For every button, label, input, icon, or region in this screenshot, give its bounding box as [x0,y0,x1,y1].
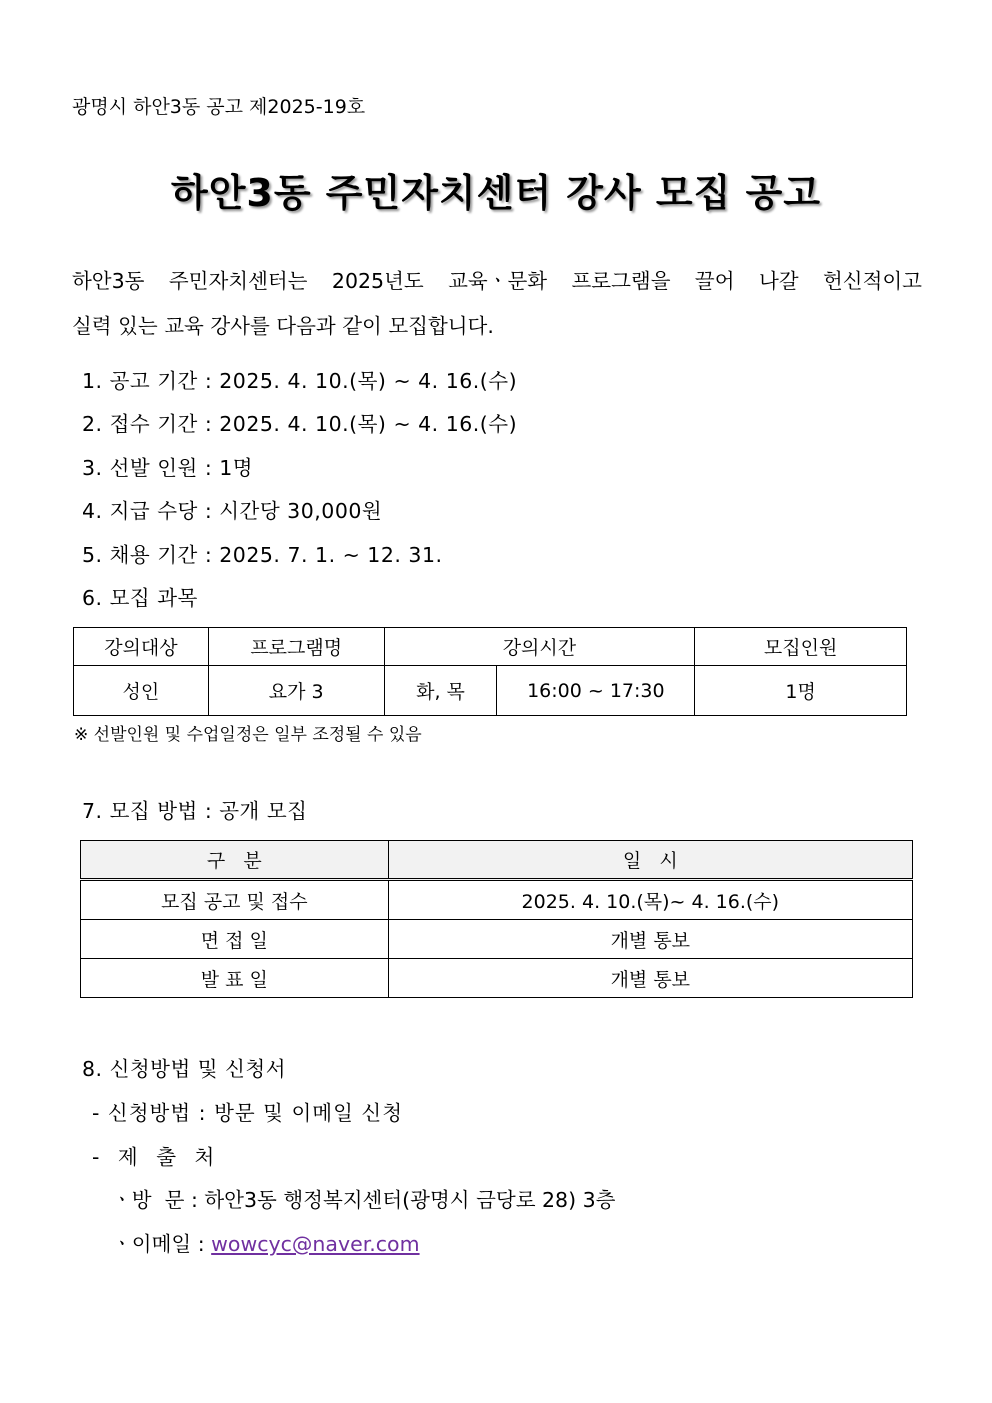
email-link[interactable]: wowcyc@naver.com [211,1232,420,1256]
document-number: 광명시 하안3동 공고 제2025-19호 [72,96,366,118]
schedule-table [80,840,913,998]
schedule-note: ※ 선발인원 및 수업일정은 일부 조정될 수 있음 [74,725,422,745]
application-method: - 신청방법 : 방문 및 이메일 신청 [92,1101,404,1125]
header-count: 모집인원 [695,628,907,666]
email-label: ㆍ이메일 : [112,1232,212,1256]
cell-count: 1명 [695,666,907,716]
submit-visit: ㆍ방 문 : 하안3동 행정복지센터(광명시 금당로 28) 3층 [112,1188,616,1212]
header-category: 구 분 [81,841,389,880]
header-date: 일 시 [388,841,912,880]
row-date: 개별 통보 [388,959,912,998]
submit-email-line [112,1227,420,1257]
cell-hours: 16:00 ~ 17:30 [497,666,695,716]
row-date: 2025. 4. 10.(목)~ 4. 16.(수) [388,880,912,920]
cell-target: 성인 [74,666,209,716]
row-category: 면 접 일 [81,920,389,959]
cell-days: 화, 목 [384,666,497,716]
row-category: 발 표 일 [81,959,389,998]
intro-line-1: 하안3동 주민자치센터는 2025년도 교육ㆍ문화 프로그램을 끌어 나갈 헌신적이고 [72,269,922,293]
item-application: 8. 신청방법 및 신청서 [82,1057,287,1081]
item-allowance: 4. 지급 수당 : 시간당 30,000원 [82,499,383,523]
cell-program: 요가 3 [208,666,384,716]
page-title: 하안3동 주민자치센터 강사 모집 공고 [171,171,821,215]
header-program: 프로그램명 [208,628,384,666]
item-method: 7. 모집 방법 : 공개 모집 [82,799,308,823]
item-subjects: 6. 모집 과목 [82,586,198,610]
submit-to: - 제 출 처 [92,1145,221,1169]
header-time: 강의시간 [384,628,695,666]
item-employment-period: 5. 채용 기간 : 2025. 7. 1. ~ 12. 31. [82,543,443,567]
item-reception-period: 2. 접수 기간 : 2025. 4. 10.(목) ~ 4. 16.(수) [82,412,518,436]
header-target: 강의대상 [74,628,209,666]
intro-line-2: 실력 있는 교육 강사를 다음과 같이 모집합니다. [72,314,494,338]
item-selection-count: 3. 선발 인원 : 1명 [82,456,254,480]
item-announcement-period: 1. 공고 기간 : 2025. 4. 10.(목) ~ 4. 16.(수) [82,369,518,393]
row-date: 개별 통보 [388,920,912,959]
course-table [73,627,907,716]
row-category: 모집 공고 및 접수 [81,880,389,920]
